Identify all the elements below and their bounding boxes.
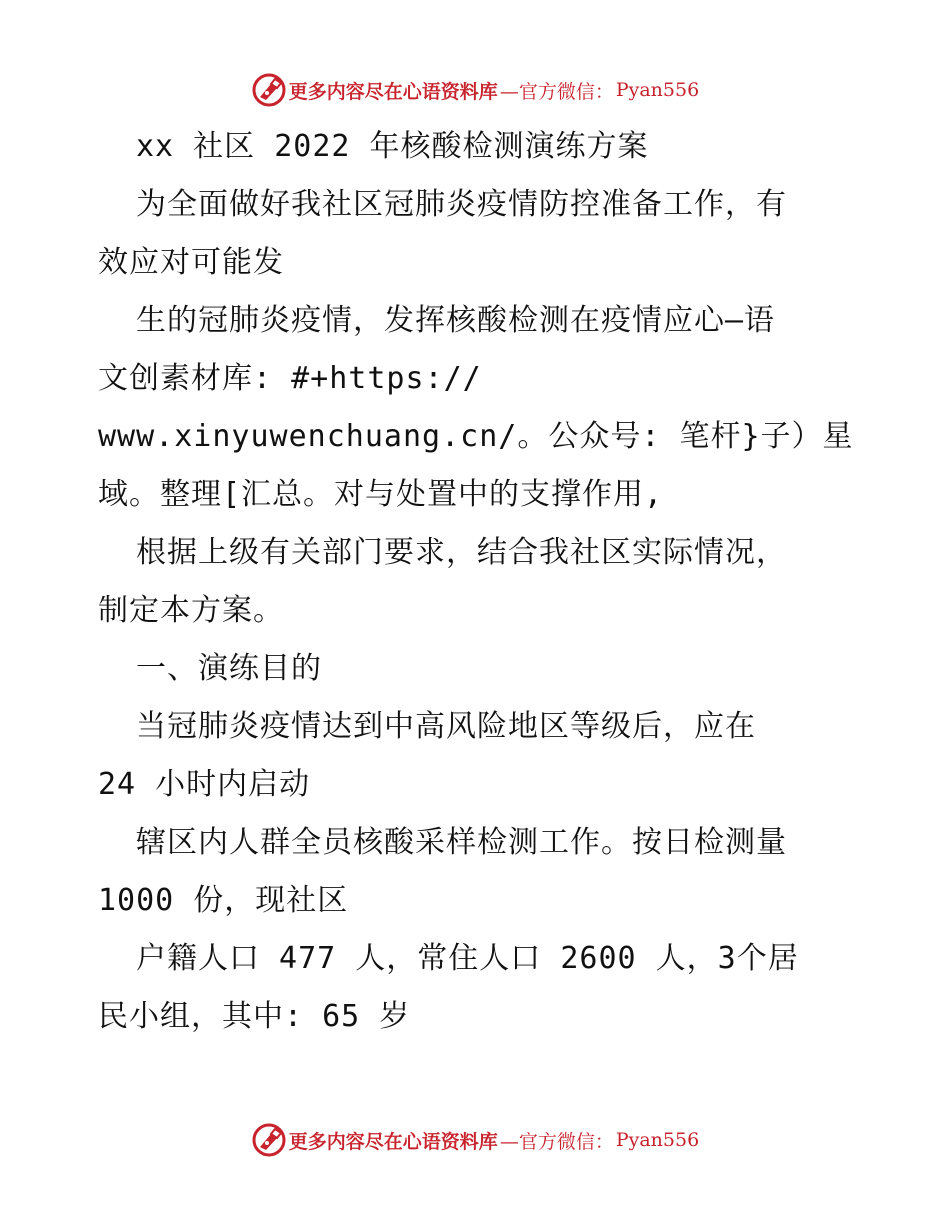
paragraph-line: 效应对可能发 <box>98 245 284 280</box>
document-body <box>98 118 858 1046</box>
header-watermark-banner <box>0 70 950 110</box>
pen-nib-logo-icon <box>251 1122 287 1158</box>
footer-watermark-banner <box>0 1120 950 1160</box>
paragraph-line: 根据上级有关部门要求，结合我社区实际情况， <box>136 535 787 570</box>
paragraph-line: www.xinyuwenchuang.cn/。公众号: 笔杆}子）星 <box>98 419 854 454</box>
banner-contact-label: —官方微信： <box>499 1130 614 1153</box>
paragraph-line: 民小组，其中: 65 岁 <box>98 999 411 1034</box>
paragraph-line: 户籍人口 477 人，常住人口 2600 人，3个居 <box>136 941 799 976</box>
banner-wechat-id: Pyan556 <box>615 79 700 101</box>
paragraph-line: 域。整理[汇总。对与处置中的支撑作用, <box>98 477 664 512</box>
paragraph-line: 生的冠肺炎疫情，发挥核酸检测在疫情应心—语 <box>136 303 776 338</box>
section-heading: 一、演练目的 <box>136 651 322 686</box>
banner-title: 更多内容尽在心语资料库 <box>288 1130 498 1153</box>
pen-nib-logo-icon <box>251 72 287 108</box>
document-title: xx 社区 2022 年核酸检测演练方案 <box>136 129 649 164</box>
banner-wechat-id: Pyan556 <box>615 1129 700 1151</box>
banner-title: 更多内容尽在心语资料库 <box>288 80 498 103</box>
paragraph-line: 当冠肺炎疫情达到中高风险地区等级后，应在 <box>136 709 756 744</box>
banner-contact-label: —官方微信： <box>499 80 614 103</box>
paragraph-line: 制定本方案。 <box>98 593 284 628</box>
paragraph-line: 文创素材库: #+https:// <box>98 361 482 396</box>
paragraph-line: 辖区内人群全员核酸采样检测工作。按日检测量 <box>136 825 787 860</box>
paragraph-line: 为全面做好我社区冠肺炎疫情防控准备工作，有 <box>136 187 787 222</box>
paragraph-line: 24 小时内启动 <box>98 767 311 802</box>
paragraph-line: 1000 份，现社区 <box>98 883 349 918</box>
